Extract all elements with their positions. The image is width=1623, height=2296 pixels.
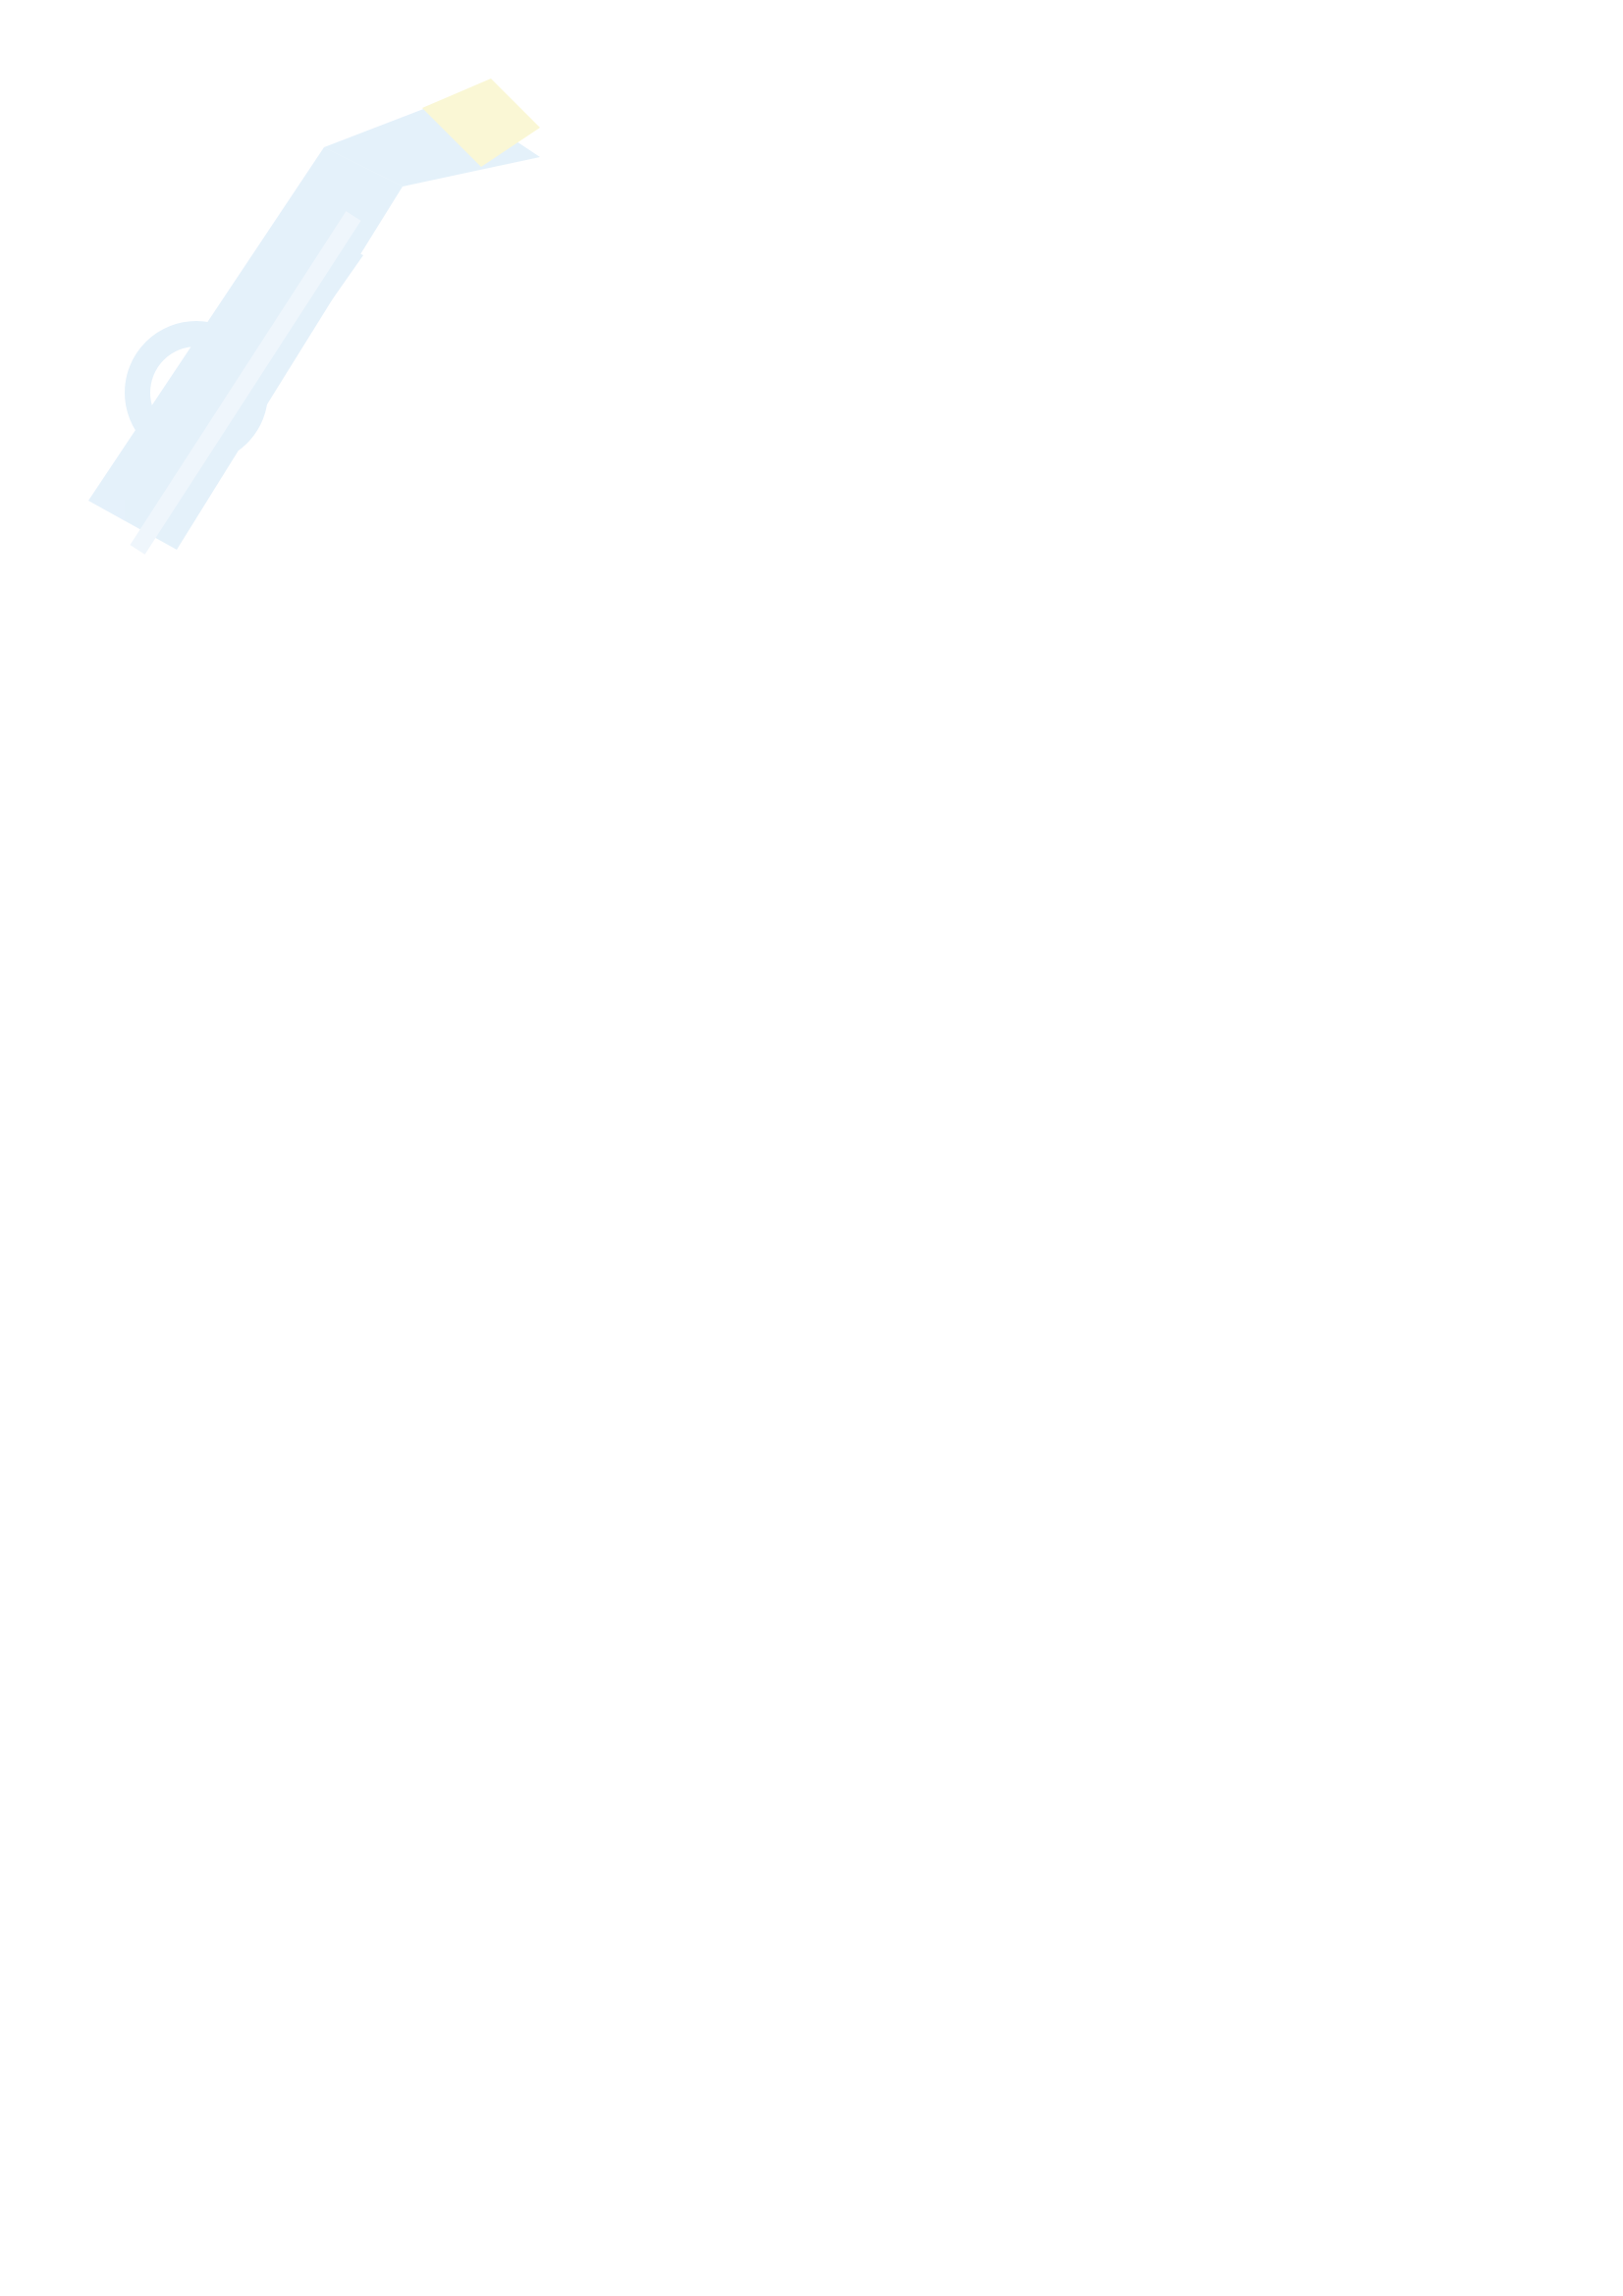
page-content: [156, 194, 1476, 269]
watermark-logo: [29, 39, 638, 589]
